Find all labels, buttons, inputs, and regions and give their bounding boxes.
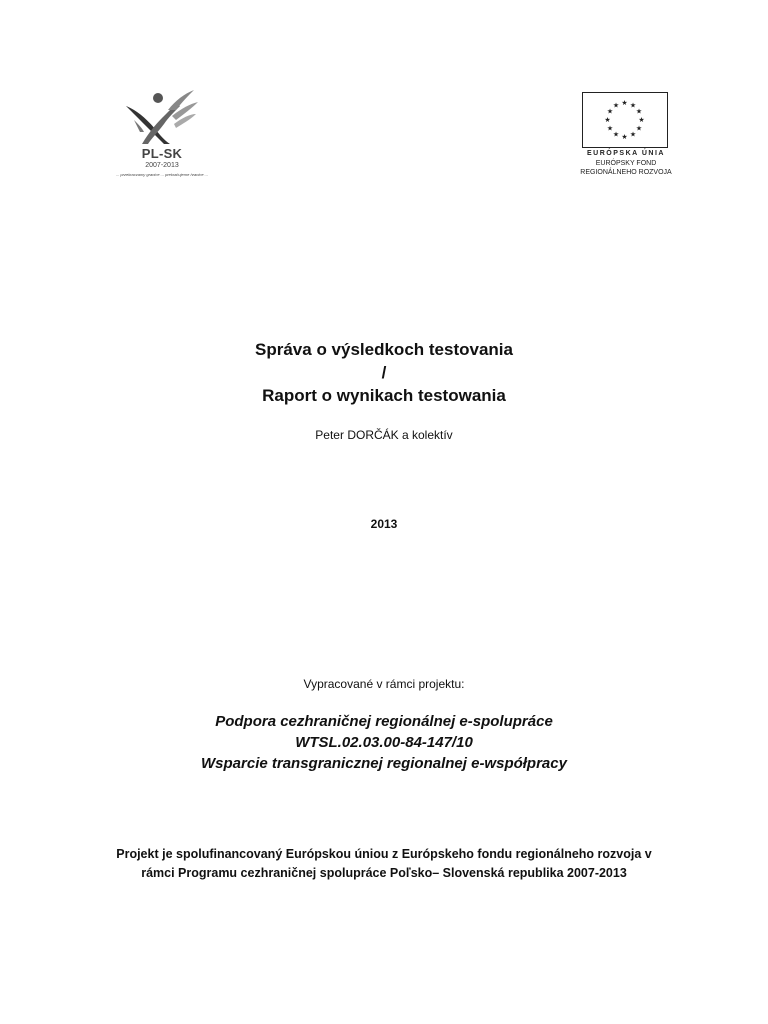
project-name-pl: Wsparcie transgranicznej regionalnej e-współpracy bbox=[201, 755, 567, 772]
svg-text:★: ★ bbox=[629, 101, 637, 110]
project-code: WTSL.02.03.00-84-147/10 bbox=[295, 734, 473, 751]
eu-logo bbox=[568, 92, 684, 182]
svg-text:★: ★ bbox=[604, 116, 611, 124]
document-title-separator: / bbox=[381, 363, 387, 382]
project-name-sk: Podpora cezhraničnej regionálnej e-spolupráce bbox=[215, 713, 553, 730]
eu-logo-line3: REGIONÁLNEHO ROZVOJA bbox=[580, 169, 672, 176]
svg-text:★: ★ bbox=[635, 124, 643, 133]
pl-sk-logo-name: PL-SK bbox=[141, 146, 183, 161]
eu-logo-line2: EURÓPSKY FOND bbox=[595, 160, 657, 167]
document-author: Peter DORČÁK a kolektív bbox=[315, 428, 453, 442]
pl-sk-logo-years: 2007-2013 bbox=[145, 162, 179, 169]
document-title-block bbox=[0, 338, 768, 407]
pl-sk-logo-tagline: ... przekraczamy granice ... prekračujeme hranice ... bbox=[115, 172, 209, 177]
eu-stars-flag-icon bbox=[582, 92, 668, 148]
document-year: 2013 bbox=[370, 517, 398, 531]
funding-statement bbox=[0, 845, 768, 883]
svg-text:★: ★ bbox=[635, 107, 643, 116]
svg-text:★: ★ bbox=[638, 116, 645, 124]
funding-line-1: Projekt je spolufinancovaný Európskou úniou z Európskeho fondu regionálneho rozvoja v bbox=[116, 847, 652, 861]
svg-text:★: ★ bbox=[621, 133, 628, 141]
svg-text:★: ★ bbox=[606, 124, 614, 133]
funding-line-2: rámci Programu cezhraničnej spolupráce Poľsko– Slovenská republika 2007-2013 bbox=[141, 866, 627, 880]
eu-logo-title: EURÓPSKA ÚNIA bbox=[587, 150, 665, 157]
pl-sk-logo bbox=[112, 84, 212, 180]
pl-sk-figure-icon bbox=[112, 84, 212, 146]
document-title-pl: Raport o wynikach testowania bbox=[262, 386, 506, 405]
svg-text:★: ★ bbox=[606, 107, 614, 116]
project-block bbox=[0, 711, 768, 774]
prepared-in-label: Vypracované v rámci projektu: bbox=[303, 677, 465, 691]
document-title-sk: Správa o výsledkoch testovania bbox=[255, 340, 513, 359]
eu-stars-icon bbox=[583, 93, 666, 146]
svg-text:★: ★ bbox=[612, 101, 620, 110]
svg-text:★: ★ bbox=[629, 130, 637, 139]
svg-text:★: ★ bbox=[612, 130, 620, 139]
svg-text:★: ★ bbox=[621, 99, 628, 107]
